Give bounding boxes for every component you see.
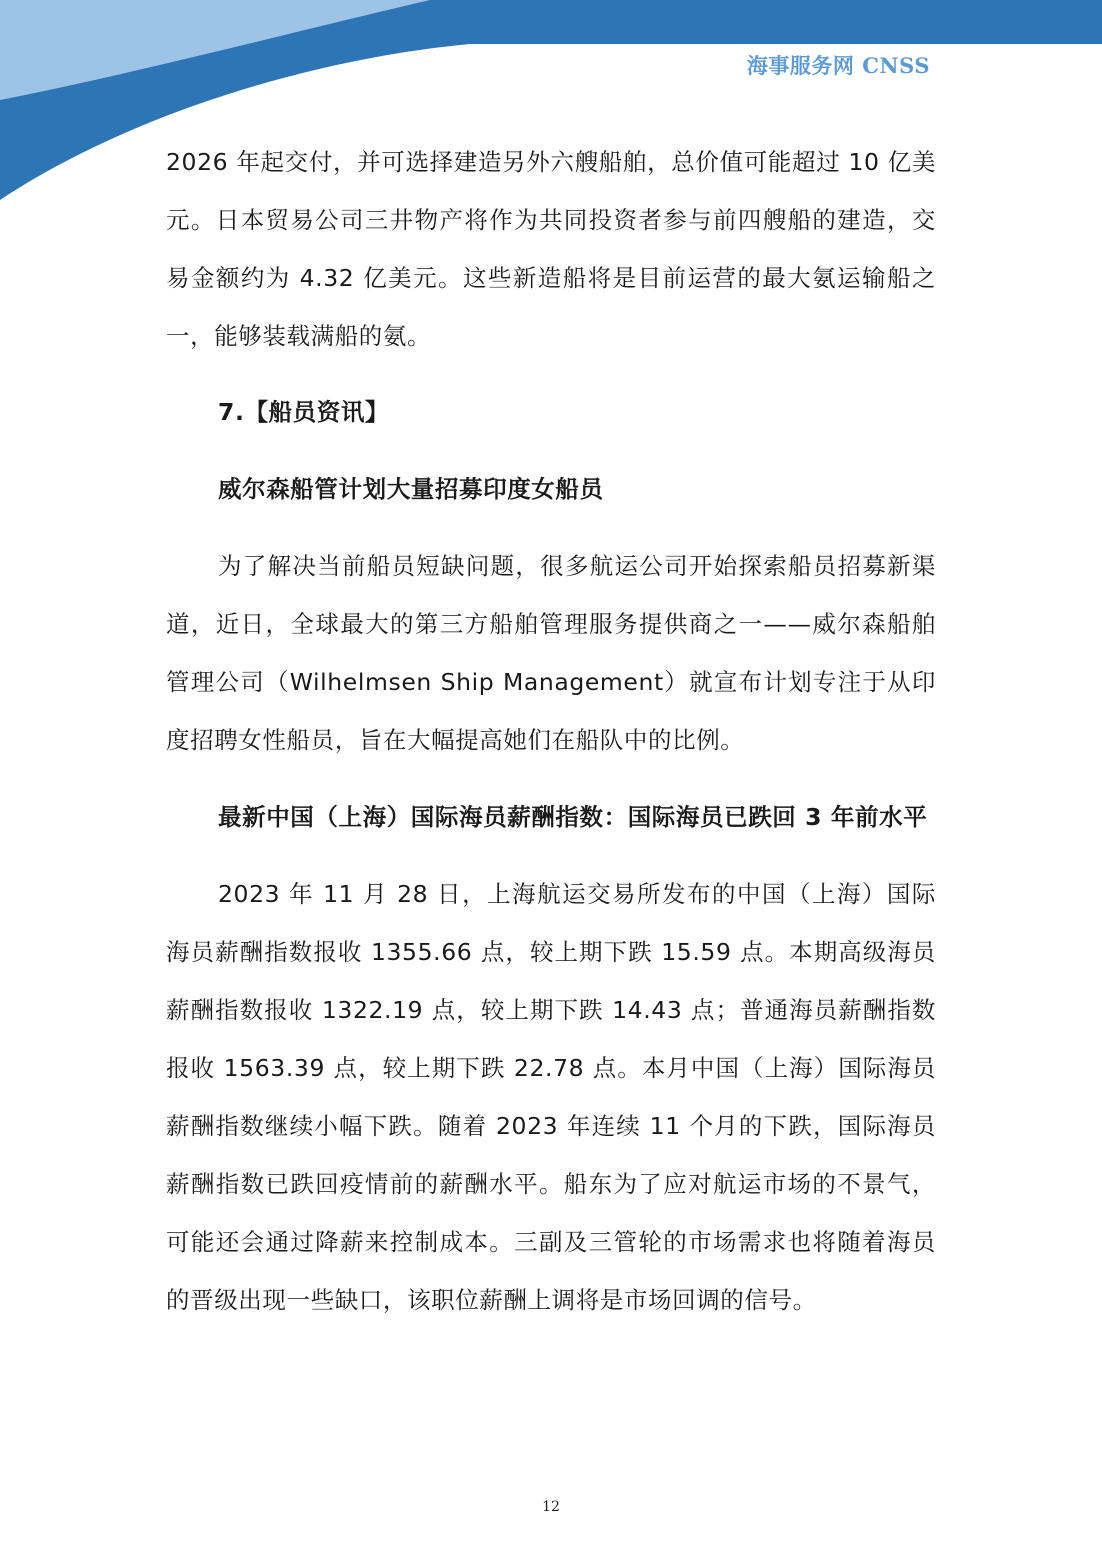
document-body <box>166 133 936 1329</box>
page-number: 12 <box>542 1499 560 1515</box>
paragraph-ammonia-carriers: 2026 年起交付，并可选择建造另外六艘船舶，总价值可能超过 10 亿美元。日本贸易公司三井物产将作为共同投资者参与前四艘船的建造，交易金额约为 4.32 亿美元。这些新造船将是目前运营的最大氨运输船之一，能够装载满船的氨。 <box>166 148 936 350</box>
article-body-seafarer-wage-index: 2023 年 11 月 28 日，上海航运交易所发布的中国（上海）国际海员薪酬指数报收 1355.66 点，较上期下跌 15.59 点。本期高级海员薪酬指数报收 1322.19 点，较上期下跌 14.43 点；普通海员薪酬指数报收 1563.39 点，较上期下跌 22.78 点。本月中国（上海）国际海员薪酬指数继续小幅下跌。随着 2023 年连续 11 个月的下跌，国际海员薪酬指数已跌回疫情前的薪酬水平。船东为了应对航运市场的不景气，可能还会通过降薪来控制成本。三副及三管轮的市场需求也将随着海员的晋级出现一些缺口，该职位薪酬上调将是市场回调的信号。 <box>166 880 936 1314</box>
section-heading-crew-news: 7.【船员资讯】 <box>218 398 390 426</box>
article-title-wilhelmsen: 威尔森船管计划大量招募印度女船员 <box>218 475 604 503</box>
article-title-seafarer-wage-index: 最新中国（上海）国际海员薪酬指数：国际海员已跌回 3 年前水平 <box>218 803 928 831</box>
header-brand: 海事服务网 CNSS <box>746 53 930 78</box>
article-body-wilhelmsen: 为了解决当前船员短缺问题，很多航运公司开始探索船员招募新渠道，近日，全球最大的第三方船舶管理服务提供商之一——威尔森船舶管理公司（Wilhelmsen Ship Management）就宣布计划专注于从印度招聘女性船员，旨在大幅提高她们在船队中的比例。 <box>166 552 936 754</box>
